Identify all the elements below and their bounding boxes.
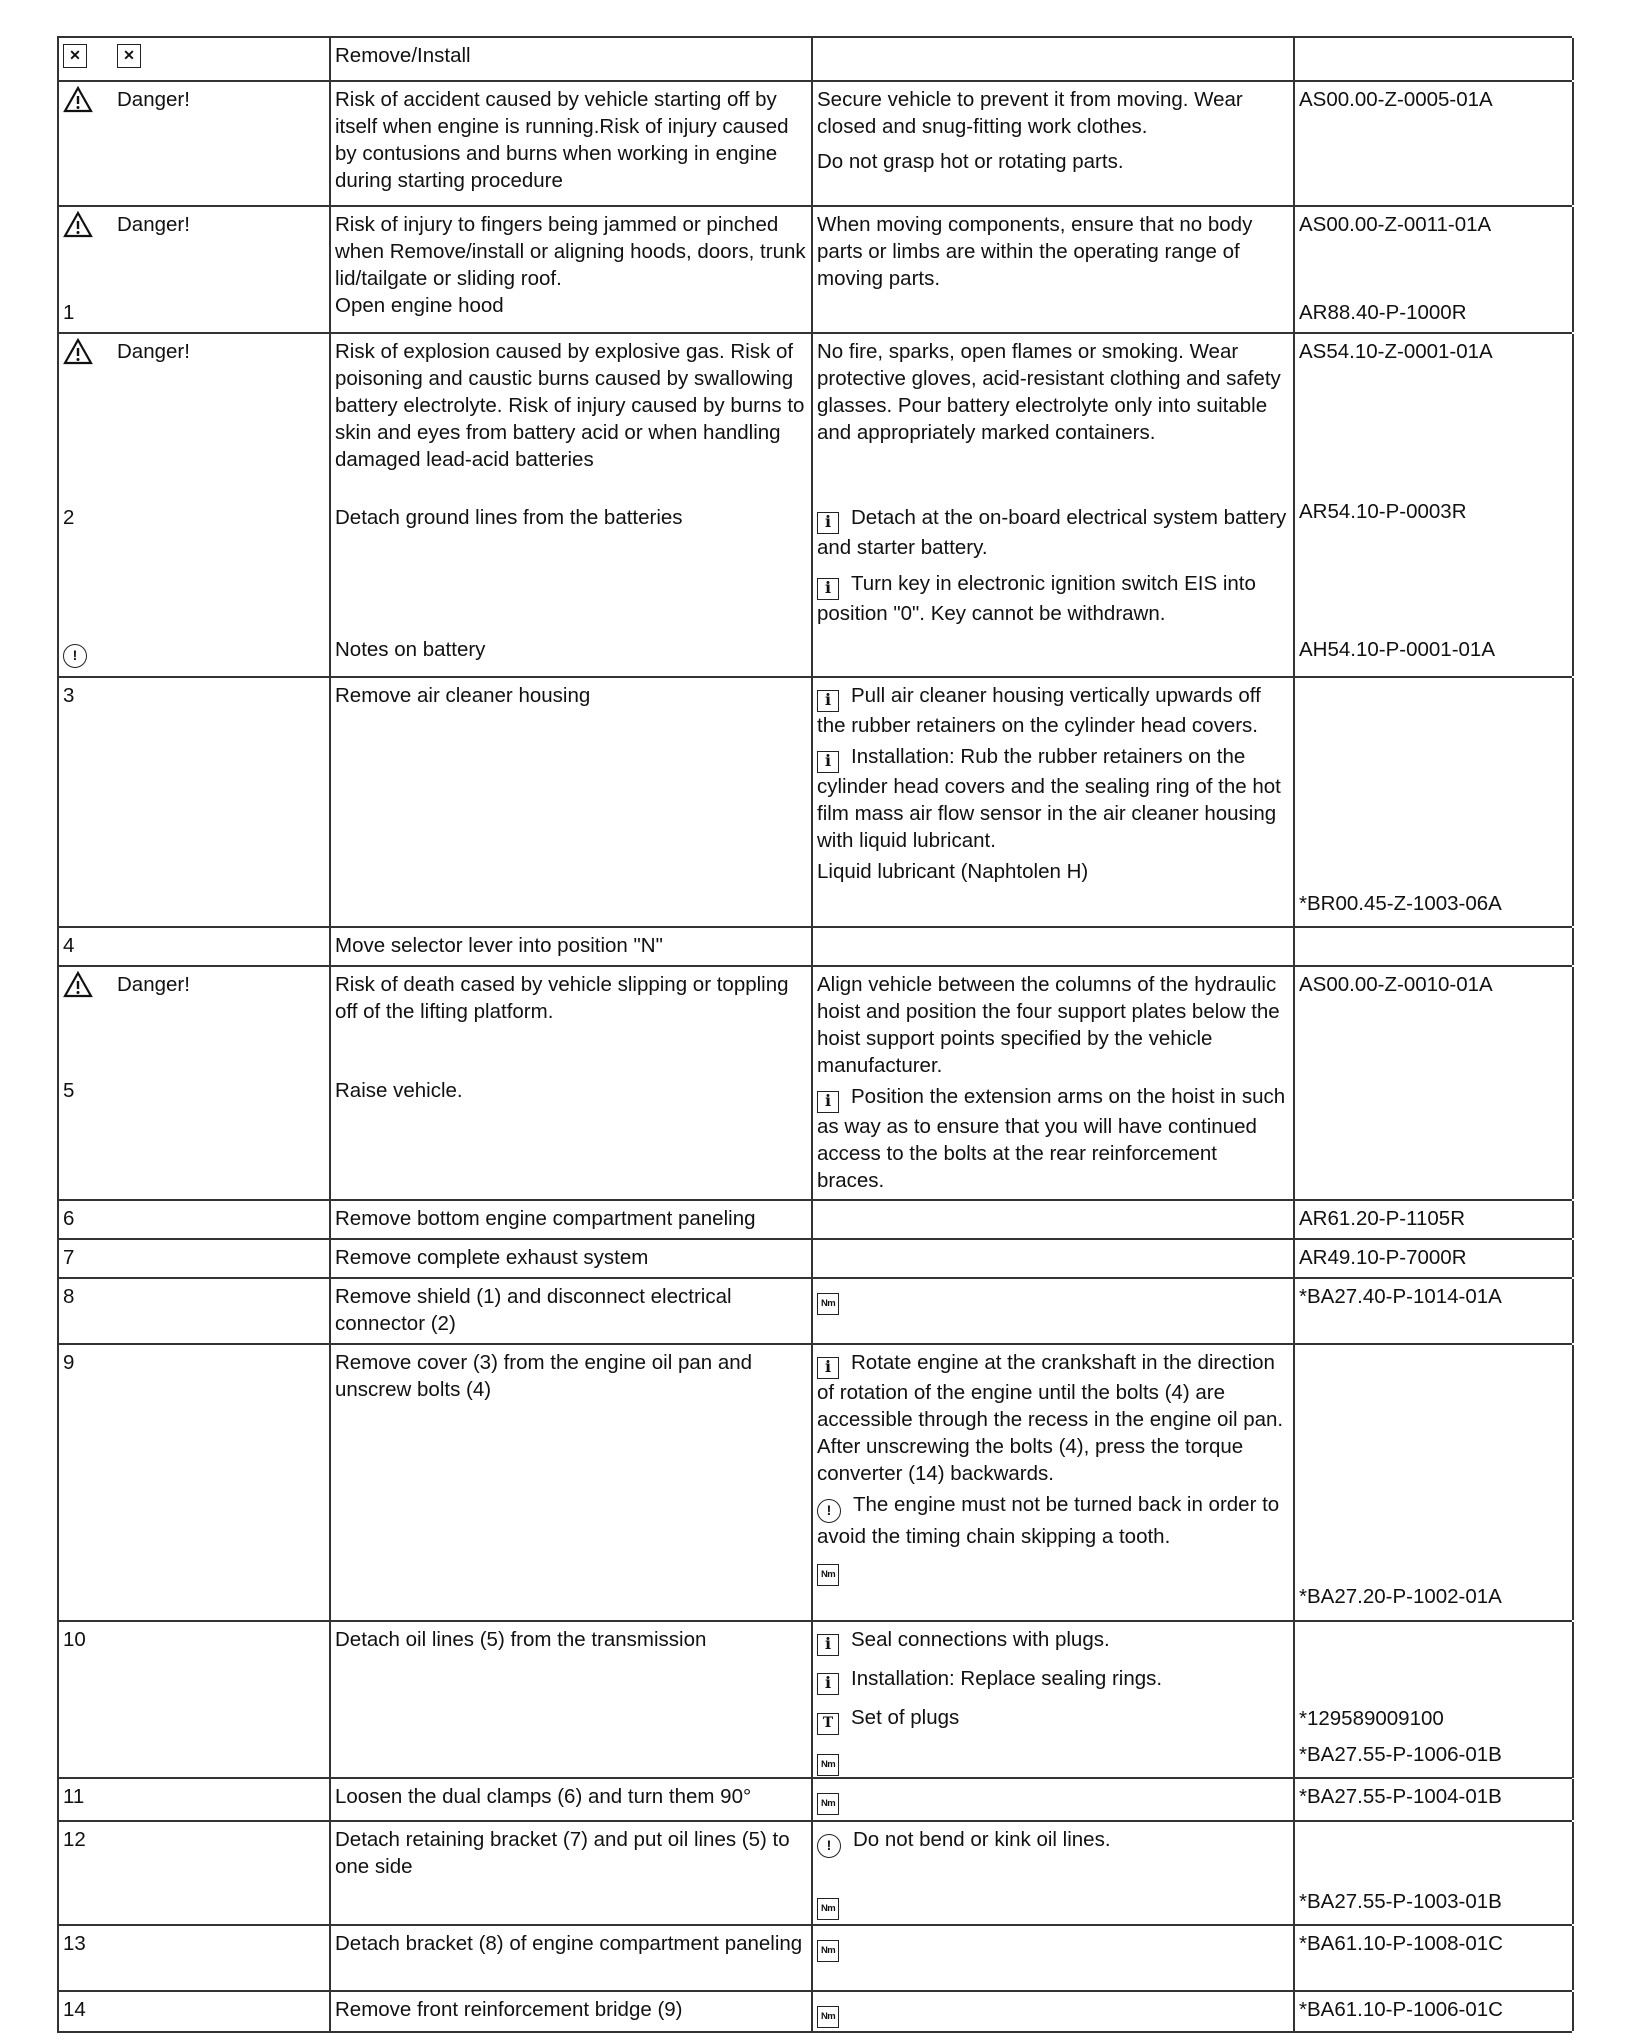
step-description: Remove cover (3) from the engine oil pan and unscrew bolts (4): [331, 1345, 813, 1620]
reference-cell: [1295, 678, 1574, 926]
warning-icon: [63, 338, 93, 365]
step-description: Loosen the dual clamps (6) and turn them 90°: [331, 1779, 813, 1820]
step-number: 14: [59, 1992, 331, 2031]
step-number: 5: [63, 1079, 75, 1102]
notice-note: ! Do not bend or kink oil lines.: [817, 1826, 1289, 1858]
step-notes: [813, 1240, 1295, 1277]
table-row: [57, 1199, 1572, 1238]
step-description: Raise vehicle.: [335, 1079, 463, 1102]
step-notes: [813, 1822, 1295, 1924]
torque-nm-icon[interactable]: Nm: [817, 2006, 839, 2028]
table-row: [57, 80, 1572, 205]
reference-link[interactable]: *BR00.45-Z-1003-06A: [1299, 892, 1502, 915]
info-icon: i: [817, 578, 839, 600]
danger-notes: [813, 967, 1295, 1199]
step-description: Detach retaining bracket (7) and put oil lines (5) to one side: [331, 1822, 813, 1924]
step-description: Remove shield (1) and disconnect electrical connector (2): [331, 1279, 813, 1343]
danger-notes: [813, 82, 1295, 205]
info-note: i Pull air cleaner housing vertically upwards off the rubber retainers on the cylinder head covers.: [817, 684, 1261, 737]
danger-cell: [59, 967, 331, 1199]
step-notes: [813, 1926, 1295, 1990]
step-notes: [813, 928, 1295, 965]
table-row: [57, 1924, 1572, 1990]
table-row: [57, 1277, 1572, 1343]
notice-icon: !: [817, 1834, 841, 1858]
danger-description: [331, 334, 813, 676]
step-description: Remove bottom engine compartment paneling: [331, 1201, 813, 1238]
procedure-table: [57, 36, 1572, 2033]
reference-link[interactable]: AS54.10-Z-0001-01A: [1299, 340, 1493, 363]
reference-cell: [1295, 334, 1574, 676]
danger-cell: [59, 334, 331, 676]
step-description: Detach bracket (8) of engine compartment paneling: [331, 1926, 813, 1990]
expand-icon[interactable]: ✕: [63, 44, 87, 68]
info-note: i Rotate engine at the crankshaft in the direction of rotation of the engine until the bolts (4) are accessible through the recess in the engine oil pan. After unscrewing the bolts (4), press the torque converter (14) backwards.: [817, 1351, 1284, 1485]
table-row: [57, 1620, 1572, 1777]
reference-link[interactable]: *BA27.20-P-1002-01A: [1299, 1585, 1502, 1608]
torque-nm-icon[interactable]: Nm: [817, 1940, 839, 1962]
torque-nm-icon[interactable]: Nm: [817, 1754, 839, 1776]
special-tool-icon[interactable]: T: [817, 1713, 839, 1735]
info-icon: i: [817, 751, 839, 773]
torque-nm-icon[interactable]: Nm: [817, 1293, 839, 1315]
header-empty-ref: [1295, 38, 1574, 80]
danger-text: Risk of death cased by vehicle slipping or toppling off of the lifting platform.: [335, 973, 789, 1023]
reference-cell: [1295, 1822, 1574, 1924]
reference-link[interactable]: AS00.00-Z-0011-01A: [1299, 213, 1492, 236]
note-text: No fire, sparks, open flames or smoking. Wear protective gloves, acid-resistant clothing and safety glasses. Pour battery electrolyte only into suitable and appropriately marked containers.: [817, 340, 1281, 444]
reference-cell: [1295, 928, 1574, 965]
warning-icon: [63, 971, 93, 998]
step-number: 13: [59, 1926, 331, 1990]
step-number: 4: [59, 928, 331, 965]
reference-link[interactable]: AR49.10-P-7000R: [1295, 1240, 1574, 1277]
note-text: Secure vehicle to prevent it from moving. Wear closed and snug-fitting work clothes.: [817, 88, 1243, 138]
danger-label: Danger!: [117, 88, 190, 111]
info-icon: i: [817, 1634, 839, 1656]
step-number: 8: [59, 1279, 331, 1343]
danger-notes: [813, 334, 1295, 676]
step-description: Notes on battery: [335, 638, 486, 661]
danger-description: Risk of accident caused by vehicle starting off by itself when engine is running.Risk of injury caused by contusions and burns when working in engine during starting procedure: [331, 82, 813, 205]
danger-description: [331, 967, 813, 1199]
danger-description: [331, 207, 813, 332]
step-description: Open engine hood: [335, 294, 504, 317]
step-description: Detach ground lines from the batteries: [335, 506, 683, 529]
header-empty-notes: [813, 38, 1295, 80]
reference-cell: [1295, 1345, 1574, 1620]
warning-icon: [63, 211, 93, 238]
header-icons-cell: [59, 38, 331, 80]
table-row: [57, 1238, 1572, 1277]
header-row: [57, 36, 1572, 80]
info-note: i Installation: Replace sealing rings.: [817, 1665, 1289, 1695]
info-icon: i: [817, 690, 839, 712]
reference-link[interactable]: AR88.40-P-1000R: [1299, 301, 1467, 324]
reference-cell: [1295, 207, 1574, 332]
table-row: [57, 1777, 1572, 1820]
info-note: i Position the extension arms on the hoist in such as way as to ensure that you will have continued access to the bolts at the rear reinforcement braces.: [817, 1085, 1286, 1192]
danger-cell: [59, 207, 331, 332]
info-icon: i: [817, 1673, 839, 1695]
table-row: [57, 676, 1572, 926]
table-row: [57, 965, 1572, 1199]
step-number: 9: [59, 1345, 331, 1620]
danger-label: Danger!: [117, 213, 190, 236]
reference-link[interactable]: AH54.10-P-0001-01A: [1299, 638, 1496, 661]
step-description: Detach oil lines (5) from the transmission: [331, 1622, 813, 1778]
step-number: 12: [59, 1822, 331, 1924]
reference-link[interactable]: *BA27.55-P-1004-01B: [1295, 1779, 1574, 1820]
torque-nm-icon[interactable]: Nm: [817, 1793, 839, 1815]
reference-link[interactable]: AR54.10-P-0003R: [1299, 500, 1467, 523]
step-number: 3: [59, 678, 331, 926]
reference-link[interactable]: *BA27.55-P-1003-01B: [1299, 1890, 1502, 1913]
danger-label: Danger!: [117, 340, 190, 363]
info-note: i Turn key in electronic ignition switch EIS into position "0". Key cannot be withdrawn.: [817, 572, 1256, 625]
tool-note: T Set of plugs: [817, 1704, 1289, 1735]
danger-cell: [59, 82, 331, 205]
reference-cell: [1295, 1622, 1574, 1778]
collapse-icon[interactable]: ✕: [117, 44, 141, 68]
reference-link[interactable]: *BA27.55-P-1006-01B: [1299, 1743, 1502, 1766]
header-title: Remove/Install: [331, 38, 813, 80]
step-notes: [813, 1992, 1295, 2031]
step-notes: [813, 1279, 1295, 1343]
step-number: 7: [59, 1240, 331, 1277]
note-text: Liquid lubricant (Naphtolen H): [817, 860, 1089, 883]
table-row: [57, 205, 1572, 332]
table-row: [57, 332, 1572, 676]
step-number: 2: [63, 506, 75, 529]
table-row: [57, 1343, 1572, 1620]
danger-text: Risk of explosion caused by explosive gas. Risk of poisoning and caustic burns caused by swallowing battery electrolyte. Risk of injury caused by burns to skin and eyes from battery acid or when handling damaged lead-acid batteries: [335, 340, 805, 471]
info-icon: i: [817, 1357, 839, 1379]
reference-link[interactable]: *129589009100: [1299, 1707, 1444, 1730]
info-note: i Installation: Rub the rubber retainers on the cylinder head covers and the sealing ring of the hot film mass air flow sensor in the air cleaner housing with liquid lubricant.: [817, 745, 1281, 852]
info-icon: i: [817, 512, 839, 534]
note-text: Do not grasp hot or rotating parts.: [817, 150, 1124, 173]
notice-icon: !: [817, 1499, 841, 1523]
reference-link[interactable]: AS00.00-Z-0005-01A: [1295, 82, 1574, 205]
reference-link[interactable]: *BA27.40-P-1014-01A: [1295, 1279, 1574, 1343]
danger-label: Danger!: [117, 973, 190, 996]
torque-nm-icon[interactable]: Nm: [817, 1898, 839, 1920]
reference-link[interactable]: *BA61.10-P-1008-01C: [1295, 1926, 1574, 1990]
step-notes: [813, 1622, 1295, 1778]
step-number: 10: [59, 1622, 331, 1778]
table-row: [57, 1990, 1572, 2033]
reference-link[interactable]: *BA61.10-P-1006-01C: [1295, 1992, 1574, 2031]
table-row: [57, 926, 1572, 965]
reference-link[interactable]: AR61.20-P-1105R: [1295, 1201, 1574, 1238]
step-description: Remove air cleaner housing: [331, 678, 813, 926]
note-text: Align vehicle between the columns of the hydraulic hoist and position the four support plates below the hoist support points specified by the vehicle manufacturer.: [817, 973, 1280, 1077]
torque-nm-icon[interactable]: Nm: [817, 1564, 839, 1586]
step-notes: [813, 1345, 1295, 1620]
step-description: Remove complete exhaust system: [331, 1240, 813, 1277]
info-note: i Detach at the on-board electrical system battery and starter battery.: [817, 506, 1287, 559]
notice-icon: !: [63, 644, 87, 668]
step-notes: [813, 1779, 1295, 1820]
step-number: 6: [59, 1201, 331, 1238]
step-number: 11: [59, 1779, 331, 1820]
step-description: Move selector lever into position "N": [331, 928, 813, 965]
danger-notes: When moving components, ensure that no body parts or limbs are within the operating range of moving parts.: [813, 207, 1295, 332]
notice-note: ! The engine must not be turned back in order to avoid the timing chain skipping a tooth.: [817, 1493, 1280, 1548]
step-notes: [813, 678, 1295, 926]
step-notes: [813, 1201, 1295, 1238]
step-number: 1: [63, 301, 75, 324]
danger-text: Risk of injury to fingers being jammed or pinched when Remove/install or aligning hoods, doors, trunk lid/tailgate or sliding roof.: [335, 213, 806, 290]
info-icon: i: [817, 1091, 839, 1113]
step-description: Remove front reinforcement bridge (9): [331, 1992, 813, 2031]
table-row: [57, 1820, 1572, 1924]
info-note: i Seal connections with plugs.: [817, 1626, 1289, 1656]
reference-link[interactable]: AS00.00-Z-0010-01A: [1295, 967, 1574, 1199]
warning-icon: [63, 86, 93, 113]
